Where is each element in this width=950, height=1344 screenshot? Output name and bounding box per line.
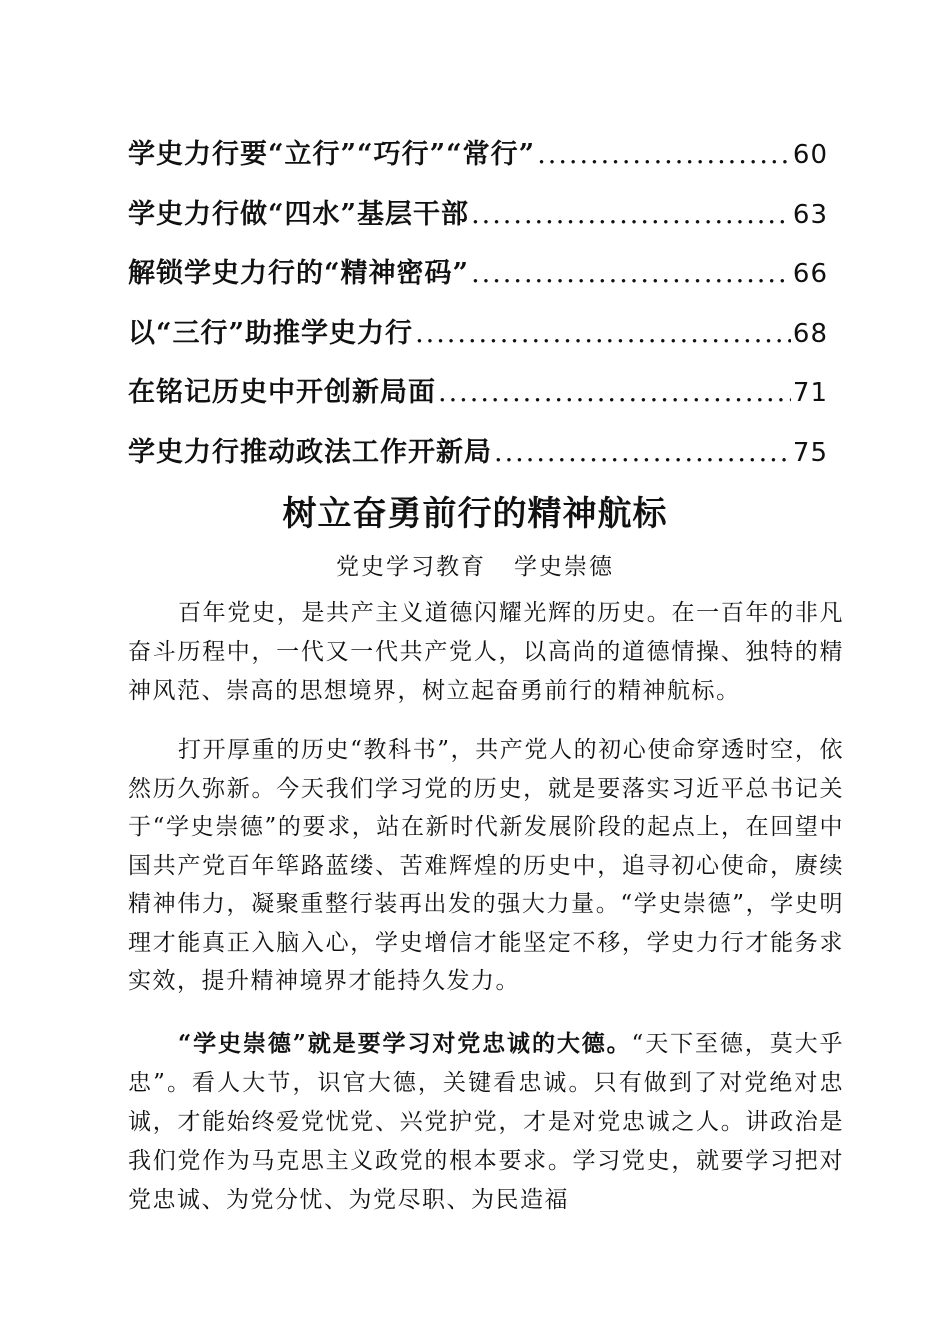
toc-page-number: 68	[792, 318, 828, 349]
toc-page-number: 66	[792, 259, 828, 289]
toc-entry[interactable]	[128, 311, 828, 371]
paragraph-lead-sentence: “学史崇德”就是要学习对党忠诚的大德。	[178, 1030, 632, 1057]
table-of-contents	[128, 132, 828, 489]
toc-entry-title: 学史力行做“四水”基层干部	[128, 198, 470, 230]
toc-dot-leader	[471, 199, 791, 230]
toc-entry-title: 学史力行推动政法工作开新局	[128, 436, 492, 468]
toc-page-number: 71	[792, 378, 828, 408]
toc-page-number: 63	[792, 199, 828, 230]
toc-entry-title: 在铭记历史中开创新局面	[128, 377, 436, 408]
article-byline: 党史学习教育 学史崇德	[336, 554, 614, 580]
toc-entry[interactable]	[128, 430, 828, 490]
toc-entry[interactable]	[128, 370, 828, 430]
toc-page-number: 75	[792, 437, 828, 468]
toc-page-number: 60	[792, 140, 828, 170]
toc-entry[interactable]	[128, 132, 828, 192]
toc-dot-leader	[471, 258, 791, 289]
toc-dot-leader	[415, 318, 791, 349]
paragraph-text: 打开厚重的历史“教科书”，共产党人的初心使命穿透时空，依然历久弥新。今天我们学习党的历史，就是要落实习近平总书记关于“学史崇德”的要求，站在新时代新发展阶段的起点上，在回望中国共产党百年筚路蓝缕、苦难辉煌的历史中，追寻初心使命，赓续精神伟力，凝聚重整行装再出发的强大力量。“学史崇德”，学史明理才能真正入脑入心，学史增信才能坚定不移，学史力行才能务求实效，提升精神境界才能持久发力。	[128, 737, 844, 994]
article-paragraph-2	[128, 731, 844, 1001]
toc-dot-leader	[537, 139, 791, 170]
paragraph-body: “天下至德，莫大乎忠”。看人大节，识官大德，关键看忠诚。只有做到了对党绝对忠诚，才能始终爱党忧党、兴党护党，才是对党忠诚之人。讲政治是我们党作为马克思主义政党的根本要求。学习党史，就要学习把对党忠诚、为党分忧、为党尽职、为民造福	[128, 1031, 844, 1213]
toc-dot-leader	[438, 377, 791, 408]
paragraph-text	[128, 1024, 844, 1220]
toc-entry-title: 以“三行”助推学史力行	[128, 317, 414, 349]
article-title: 树立奋勇前行的精神航标	[282, 494, 668, 534]
paragraph-text: 百年党史，是共产主义道德闪耀光辉的历史。在一百年的非凡奋斗历程中，一代又一代共产党人，以高尚的道德情操、独特的精神风范、崇高的思想境界，树立起奋勇前行的精神航标。	[128, 600, 844, 704]
toc-entry-title: 解锁学史力行的“精神密码”	[128, 258, 470, 289]
article-paragraph-3	[128, 1024, 844, 1220]
toc-entry-title: 学史力行要“立行”“巧行”“常行”	[128, 139, 536, 170]
toc-entry[interactable]	[128, 251, 828, 311]
toc-entry[interactable]	[128, 192, 828, 252]
article-paragraph-1	[128, 594, 844, 711]
toc-dot-leader	[494, 437, 791, 468]
